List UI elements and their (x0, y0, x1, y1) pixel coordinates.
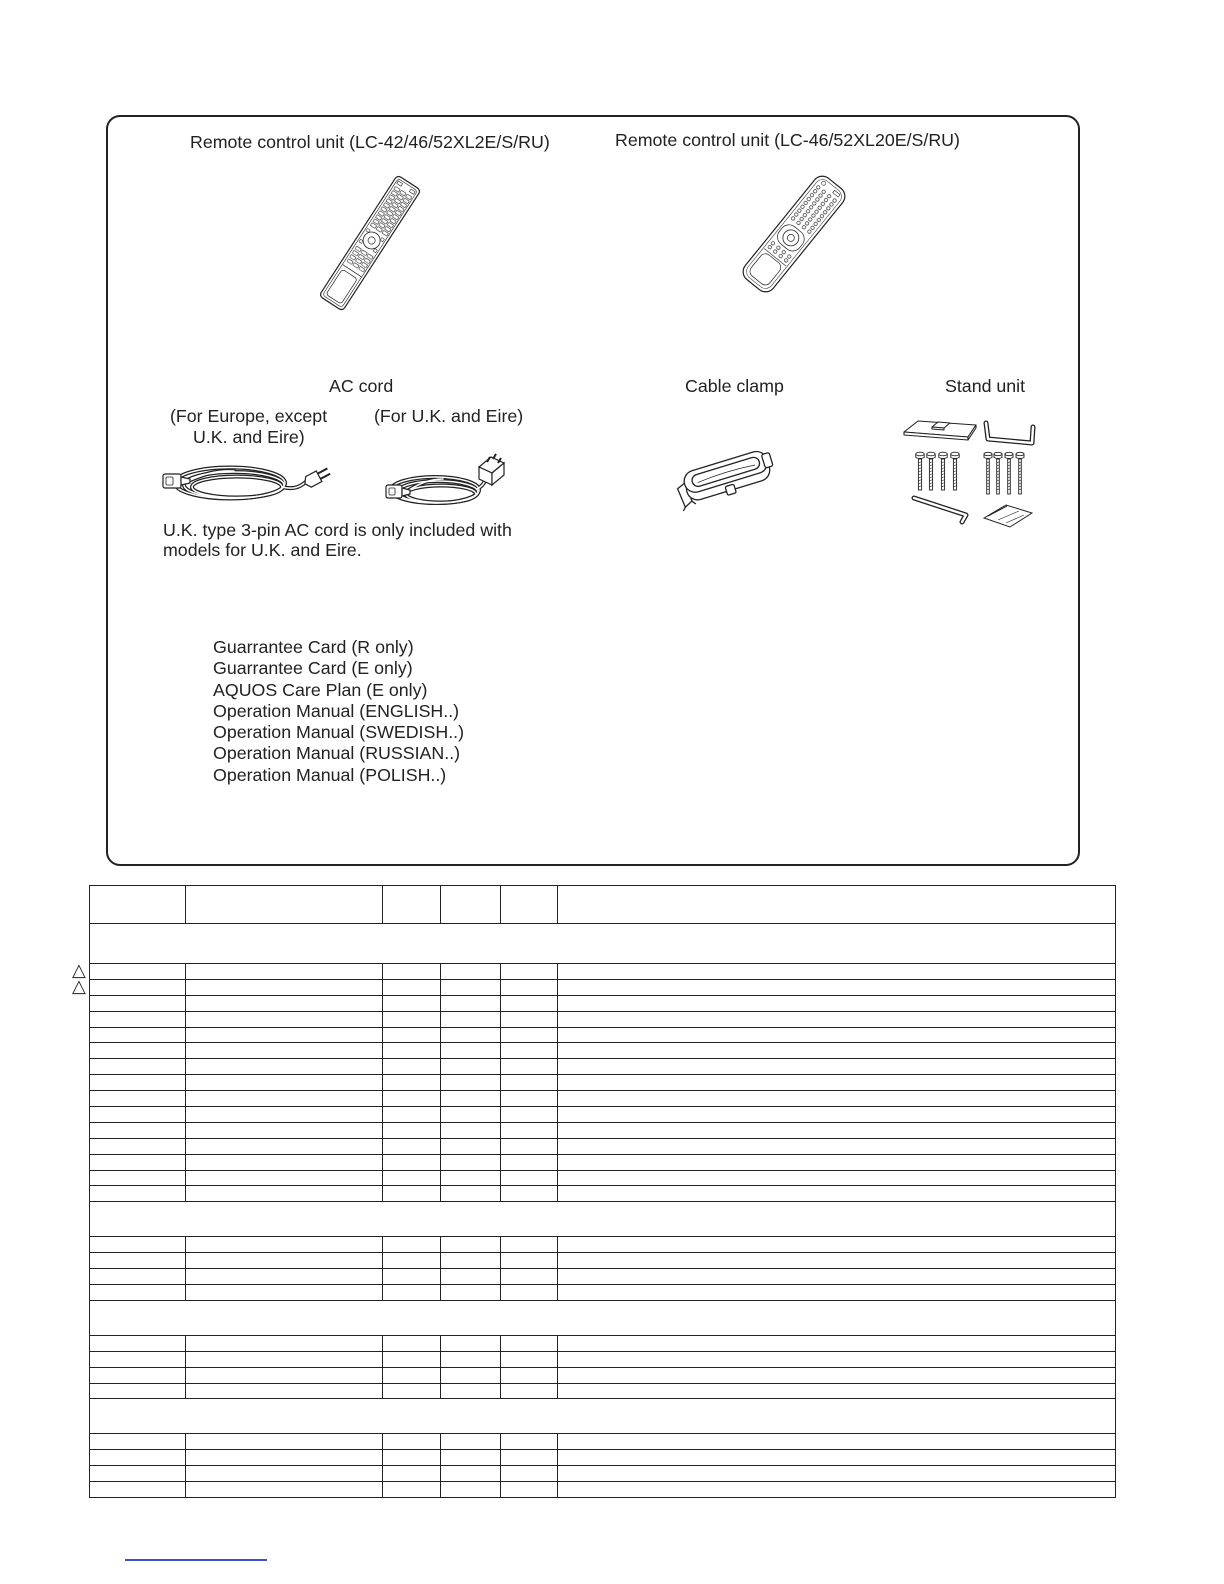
safety-warning-icon: △ (72, 960, 86, 981)
table-section-row (90, 924, 1116, 964)
table-cell (186, 1186, 383, 1202)
ac-cord-europe-label-line1: (For Europe, except (170, 406, 328, 426)
table-cell (441, 1335, 501, 1351)
table-cell (383, 1237, 441, 1253)
link-underline (125, 1559, 267, 1561)
table-cell (501, 1434, 558, 1450)
table-cell (90, 1107, 186, 1123)
table-row (90, 1351, 1116, 1367)
table-cell (186, 1043, 383, 1059)
table-cell (383, 1450, 441, 1466)
table-row (90, 1450, 1116, 1466)
table-cell (186, 1107, 383, 1123)
table-cell (558, 1285, 1116, 1301)
table-cell (186, 1482, 383, 1498)
table-cell (501, 1027, 558, 1043)
table-cell (558, 1059, 1116, 1075)
parts-table-head (90, 886, 1116, 924)
table-cell (383, 1107, 441, 1123)
table-section-cell (90, 924, 1116, 964)
table-cell (90, 1367, 186, 1383)
table-cell (558, 1154, 1116, 1170)
table-cell (501, 1122, 558, 1138)
table-section-row (90, 1300, 1116, 1335)
table-header-cell (441, 886, 501, 924)
table-cell (441, 1011, 501, 1027)
table-cell (441, 1434, 501, 1450)
table-cell (501, 1335, 558, 1351)
remote-control-xl20e-label: Remote control unit (LC-46/52XL20E/S/RU) (615, 130, 960, 150)
table-cell (558, 1186, 1116, 1202)
table-cell (186, 1154, 383, 1170)
table-cell (501, 1383, 558, 1399)
table-cell (383, 964, 441, 980)
table-cell (441, 1043, 501, 1059)
table-row (90, 1170, 1116, 1186)
table-header-row (90, 886, 1116, 924)
table-row (90, 979, 1116, 995)
stand-screws-short-image (916, 452, 959, 490)
table-cell (383, 979, 441, 995)
table-cell (383, 1335, 441, 1351)
table-cell (186, 1011, 383, 1027)
parts-table-body (72, 924, 1116, 1498)
table-cell (383, 1011, 441, 1027)
table-cell (90, 1154, 186, 1170)
table-row (90, 1122, 1116, 1138)
table-cell (383, 1154, 441, 1170)
table-cell (441, 1466, 501, 1482)
table-row (90, 1043, 1116, 1059)
table-cell (441, 1367, 501, 1383)
table-cell (90, 1186, 186, 1202)
document-item: Operation Manual (RUSSIAN..) (213, 743, 461, 764)
table-cell (90, 1122, 186, 1138)
table-cell (90, 1237, 186, 1253)
table-cell (90, 1075, 186, 1091)
table-cell (558, 1383, 1116, 1399)
table-cell (441, 995, 501, 1011)
table-cell (558, 1482, 1116, 1498)
table-cell (72, 960, 186, 981)
table-cell (441, 964, 501, 980)
table-cell (558, 1466, 1116, 1482)
table-cell (383, 1170, 441, 1186)
table-cell (558, 1170, 1116, 1186)
table-cell (186, 1383, 383, 1399)
table-cell (441, 1138, 501, 1154)
table-cell (383, 1434, 441, 1450)
table-cell (383, 1027, 441, 1043)
table-cell (383, 995, 441, 1011)
table-cell (186, 1450, 383, 1466)
table-cell (186, 1434, 383, 1450)
table-cell (441, 1285, 501, 1301)
table-cell (186, 1335, 383, 1351)
table-row (90, 964, 1116, 980)
table-cell (186, 1253, 383, 1269)
table-cell (501, 1091, 558, 1107)
table-cell (186, 1367, 383, 1383)
document-item: AQUOS Care Plan (E only) (213, 679, 428, 700)
table-cell (441, 1269, 501, 1285)
table-cell (383, 1138, 441, 1154)
table-cell (441, 979, 501, 995)
table-cell (501, 1107, 558, 1123)
table-cell (558, 1027, 1116, 1043)
table-row (90, 1059, 1116, 1075)
table-cell (501, 1237, 558, 1253)
table-cell (558, 1237, 1116, 1253)
table-cell (90, 1027, 186, 1043)
table-cell (441, 1186, 501, 1202)
table-cell (441, 1075, 501, 1091)
table-row (90, 1269, 1116, 1285)
table-cell (501, 1186, 558, 1202)
table-row (90, 1482, 1116, 1498)
table-cell (186, 1466, 383, 1482)
safety-warning-icon: △ (72, 975, 86, 997)
table-cell (90, 1482, 186, 1498)
table-cell (441, 1383, 501, 1399)
table-cell (383, 1043, 441, 1059)
table-cell (558, 1335, 1116, 1351)
table-cell (441, 1091, 501, 1107)
table-row (90, 1335, 1116, 1351)
documents-list (213, 637, 464, 786)
table-cell (501, 1269, 558, 1285)
table-row (90, 1154, 1116, 1170)
table-header-cell (383, 886, 441, 924)
table-cell (558, 1043, 1116, 1059)
table-cell (558, 979, 1116, 995)
table-row (90, 1383, 1116, 1399)
table-cell (186, 1351, 383, 1367)
table-cell (501, 1482, 558, 1498)
table-cell (383, 1383, 441, 1399)
table-cell (186, 995, 383, 1011)
table-cell (558, 1091, 1116, 1107)
table-header-cell (186, 886, 383, 924)
document-item: Operation Manual (SWEDISH..) (213, 722, 464, 743)
table-cell (441, 1122, 501, 1138)
table-cell (383, 1186, 441, 1202)
table-cell (558, 1122, 1116, 1138)
table-cell (441, 1351, 501, 1367)
table-cell (90, 1269, 186, 1285)
table-cell (383, 1482, 441, 1498)
ac-cord-uk-label: (For U.K. and Eire) (374, 406, 524, 426)
stand-unit-label: Stand unit (945, 376, 1026, 396)
table-header-cell (558, 886, 1116, 924)
ac-cord-note-line1: U.K. type 3-pin AC cord is only included with (163, 520, 512, 540)
table-cell (501, 1450, 558, 1466)
table-cell (441, 1059, 501, 1075)
table-cell (558, 1269, 1116, 1285)
stand-bracket-image (986, 423, 1033, 443)
table-row (90, 1011, 1116, 1027)
table-cell (441, 1154, 501, 1170)
table-cell (501, 1138, 558, 1154)
remote-control-xl2e-label: Remote control unit (LC-42/46/52XL2E/S/RU) (190, 132, 550, 152)
remote-control-xl20e-image (728, 168, 860, 300)
table-cell (441, 1027, 501, 1043)
table-cell (501, 979, 558, 995)
table-cell (501, 1351, 558, 1367)
table-section-cell (90, 1300, 1116, 1335)
table-cell (558, 1351, 1116, 1367)
table-cell (383, 1351, 441, 1367)
table-header-cell (90, 886, 186, 924)
ac-cord-title: AC cord (329, 376, 394, 396)
table-row (90, 1367, 1116, 1383)
table-row (90, 1091, 1116, 1107)
table-row (90, 1027, 1116, 1043)
table-cell (186, 1075, 383, 1091)
table-cell (441, 1253, 501, 1269)
document-item: Operation Manual (ENGLISH..) (213, 700, 460, 721)
parts-table (72, 885, 1116, 1498)
table-cell (383, 1367, 441, 1383)
table-cell (90, 1011, 186, 1027)
table-cell (72, 975, 186, 997)
table-cell (558, 1434, 1116, 1450)
screw-bag-image (984, 505, 1032, 527)
table-row (90, 1138, 1116, 1154)
table-cell (186, 1122, 383, 1138)
table-row (90, 1237, 1116, 1253)
table-section-cell (90, 1202, 1116, 1237)
table-cell (558, 964, 1116, 980)
table-cell (558, 1138, 1116, 1154)
table-cell (501, 1075, 558, 1091)
table-cell (186, 979, 383, 995)
table-cell (90, 1253, 186, 1269)
table-cell (383, 1269, 441, 1285)
table-cell (441, 1107, 501, 1123)
table-cell (441, 1450, 501, 1466)
table-cell (186, 1237, 383, 1253)
table-cell (383, 1285, 441, 1301)
table-cell (186, 964, 383, 980)
table-cell (90, 1285, 186, 1301)
table-cell (558, 995, 1116, 1011)
table-cell (383, 1122, 441, 1138)
table-cell (186, 1170, 383, 1186)
table-row (90, 1434, 1116, 1450)
table-cell (558, 1075, 1116, 1091)
cable-clamp-image (670, 444, 778, 510)
table-cell (186, 1027, 383, 1043)
table-cell (501, 995, 558, 1011)
table-row (90, 1186, 1116, 1202)
table-cell (90, 1059, 186, 1075)
table-cell (558, 1450, 1116, 1466)
table-cell (90, 1383, 186, 1399)
table-cell (501, 1253, 558, 1269)
table-cell (186, 1269, 383, 1285)
table-cell (383, 1075, 441, 1091)
table-cell (90, 1466, 186, 1482)
table-cell (558, 1107, 1116, 1123)
cable-clamp-label: Cable clamp (685, 376, 784, 396)
ac-cord-europe-image (160, 456, 336, 508)
table-cell (90, 995, 186, 1011)
document-item: Guarrantee Card (R only) (213, 637, 414, 657)
table-cell (90, 1450, 186, 1466)
table-cell (441, 1170, 501, 1186)
table-cell (90, 1091, 186, 1107)
table-cell (441, 1482, 501, 1498)
table-cell (186, 1138, 383, 1154)
table-section-row (90, 1399, 1116, 1434)
table-cell (501, 1011, 558, 1027)
table-row (90, 1107, 1116, 1123)
table-row (90, 1466, 1116, 1482)
table-cell (90, 1043, 186, 1059)
table-cell (501, 1154, 558, 1170)
ac-cord-note-line2: models for U.K. and Eire. (163, 540, 362, 560)
table-cell (186, 1285, 383, 1301)
remote-control-xl2e-image (305, 168, 435, 318)
ac-cord-europe-label-line2: U.K. and Eire) (193, 427, 305, 447)
table-cell (558, 1253, 1116, 1269)
table-row (90, 1075, 1116, 1091)
table-cell (383, 1466, 441, 1482)
table-row (90, 995, 1116, 1011)
table-cell (383, 1091, 441, 1107)
table-cell (90, 1170, 186, 1186)
table-cell (501, 1367, 558, 1383)
table-cell (90, 1351, 186, 1367)
table-cell (501, 964, 558, 980)
table-cell (501, 1466, 558, 1482)
table-row (90, 1285, 1116, 1301)
table-cell (90, 1335, 186, 1351)
hex-key-image (914, 498, 966, 522)
table-cell (558, 1367, 1116, 1383)
table-cell (558, 1011, 1116, 1027)
table-cell (501, 1059, 558, 1075)
stand-base-plate-image (904, 421, 976, 440)
table-header-cell (501, 886, 558, 924)
document-item: Guarrantee Card (E only) (213, 658, 413, 679)
ac-cord-uk-image (383, 451, 509, 509)
table-cell (501, 1170, 558, 1186)
stand-unit-image (898, 412, 1040, 534)
table-section-cell (90, 1399, 1116, 1434)
table-cell (90, 1434, 186, 1450)
document-item: Operation Manual (POLISH..) (213, 764, 447, 785)
table-cell (441, 1237, 501, 1253)
table-row (90, 1253, 1116, 1269)
table-cell (186, 1091, 383, 1107)
table-cell (501, 1285, 558, 1301)
stand-screws-long-image (984, 452, 1024, 494)
table-cell (501, 1043, 558, 1059)
table-cell (90, 1138, 186, 1154)
table-cell (186, 1059, 383, 1075)
table-cell (383, 1059, 441, 1075)
table-cell (383, 1253, 441, 1269)
table-section-row (90, 1202, 1116, 1237)
